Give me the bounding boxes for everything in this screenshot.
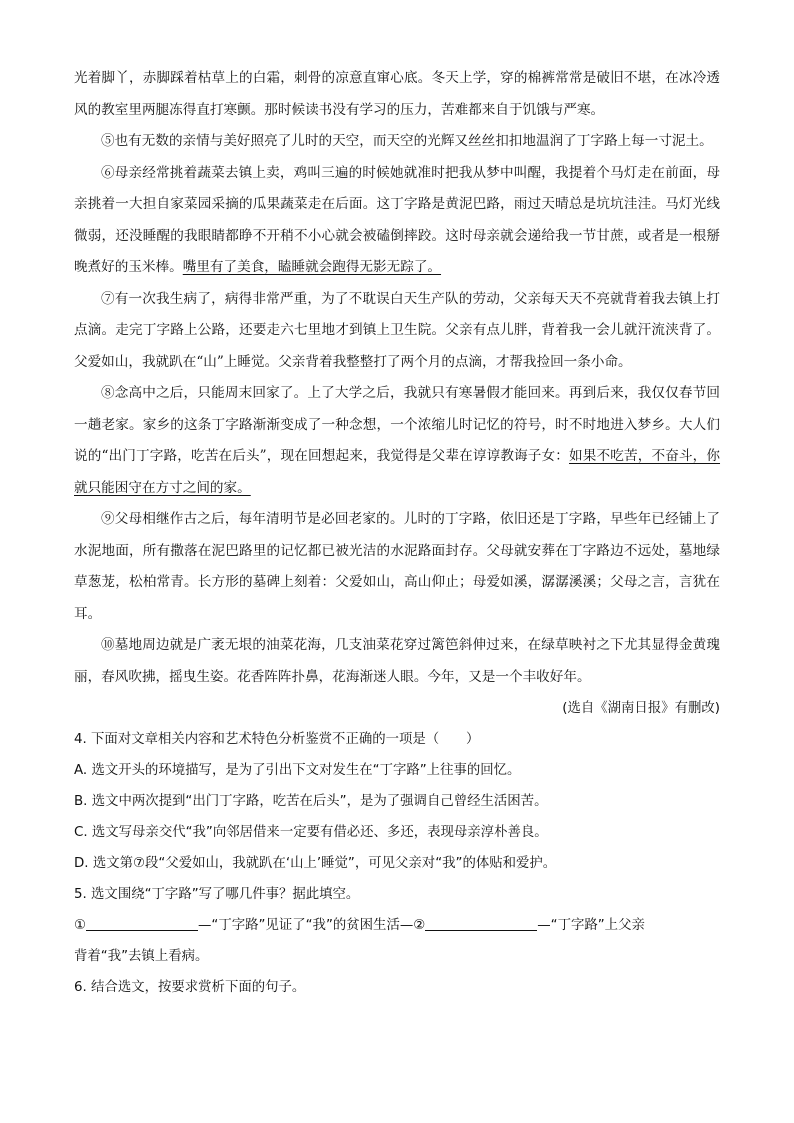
question-6: 6. 结合选文，按要求赏析下面的句子。 bbox=[74, 980, 306, 995]
source-note: (选自《湖南日报》有删改) bbox=[562, 701, 720, 716]
paragraph-9: ⑨父母相继作古之后，每年清明节是必回老家的。儿时的丁字路，依旧还是丁字路，早些年已经铺上了水泥地面，所有撒落在泥巴路里的记忆都已被光洁的水泥路面封存。父母就安葬在丁字路边不远处，墓地绿草葱茏，松柏常青。长方形的墓碑上刻着：父爱如山，高山仰止；母爱如溪，潺潺溪溪；父母之言，言犹在耳。 bbox=[74, 511, 720, 622]
paragraph-6-underlined: 嘴里有了美食，瞌睡就会跑得无影无踪了。 bbox=[182, 259, 442, 275]
option-b: B. 选文中两次提到“出门丁字路，吃苦在后头”，是为了强调自己曾经生活困苦。 bbox=[74, 794, 548, 809]
option-c: C. 选文写母亲交代“我”向邻居借来一定要有借必还、多还，表现母亲淳朴善良。 bbox=[74, 825, 548, 840]
paragraph-8 bbox=[74, 378, 720, 504]
question-5-fill bbox=[74, 910, 720, 941]
paragraph-5: ⑤也有无数的亲情与美好照亮了儿时的天空，而天空的光辉又丝丝扣扣地温润了丁字路上每一寸泥土。 bbox=[101, 133, 713, 149]
fill-text-1: —“丁字路”见证了“我”的贫困生活—② bbox=[198, 918, 426, 933]
paragraph-8-text: ⑧念高中之后，只能周末回家了。上了大学之后，我就只有寒暑假才能回来。再到后来，我仅仅春节回一趟老家。家乡的这条丁字路渐渐变成了一种念想，一个浓缩儿时记忆的符号，时不时地进入梦乡。大人们说的“出门丁字路，吃苦在后头”，现在回想起来，我觉得是父辈在谆谆教诲子女： bbox=[74, 385, 720, 464]
paragraph-10: ⑩墓地周边就是广袤无垠的油菜花海，几支油菜花穿过篱笆斜伸过来，在绿草映衬之下尤其显得金黄瑰丽，春风吹拂，摇曳生姿。花香阵阵扑鼻，花海渐迷人眼。今年，又是一个丰收好年。 bbox=[74, 637, 720, 685]
fill-blank-1[interactable] bbox=[86, 916, 198, 931]
fill-text-2: —“丁字路”上父亲 bbox=[537, 918, 645, 933]
question-4: 4. 下面对文章相关内容和艺术特色分析鉴赏不正确的一项是（ ） bbox=[74, 732, 480, 747]
paragraph-8-underlined: 如果不吃苦，不奋斗，你就只能困守在方寸之间的家。 bbox=[74, 448, 721, 496]
option-d: D. 选文第⑦段“父爱如山，我就趴在‘山上’睡觉”，可见父亲对“我”的体贴和爱护。 bbox=[74, 856, 557, 871]
paragraph-6-text: ⑥母亲经常挑着蔬菜去镇上卖，鸡叫三遍的时候她就准时把我从梦中叫醒，我提着个马灯走在前面，母亲挑着一大担自家菜园采摘的瓜果蔬菜走在后面。这丁字路是黄泥巴路，雨过天晴总是坑坑洼洼。马灯光线微弱，还没睡醒的我眼睛都睁不开稍不小心就会被磕倒摔跤。这时母亲就会递给我一节甘蔗，或者是一根掰晚煮好的玉米棒。 bbox=[74, 164, 720, 275]
paragraph-continued: 光着脚丫，赤脚踩着枯草上的白霜，刺骨的凉意直窜心底。冬天上学，穿的棉裤常常是破旧不堪，在冰冷透风的教室里两腿冻得直打寒颤。那时候读书没有学习的压力，苦难都来自于饥饿与严寒。 bbox=[74, 70, 720, 118]
question-5: 5. 选文围绕“丁字路”写了哪几件事？据此填空。 bbox=[74, 887, 360, 902]
paragraph-6 bbox=[74, 158, 720, 284]
question-5-fill-cont: 背着“我”去镇上看病。 bbox=[74, 949, 209, 964]
fill-blank-2[interactable] bbox=[425, 916, 537, 931]
option-a: A. 选文开头的环境描写，是为了引出下文对发生在“丁字路”上往事的回忆。 bbox=[74, 763, 521, 778]
paragraph-7: ⑦有一次我生病了，病得非常严重，为了不耽误白天生产队的劳动，父亲每天天不亮就背着我去镇上打点滴。走完丁字路上公路，还要走六七里地才到镇上卫生院。父亲有点儿胖，背着我一会儿就汗流浃背了。父爱如山，我就趴在“山”上睡觉。父亲背着我整整打了两个月的点滴，才帮我捡回一条小命。 bbox=[74, 290, 720, 370]
fill-circled-1: ① bbox=[74, 918, 87, 933]
